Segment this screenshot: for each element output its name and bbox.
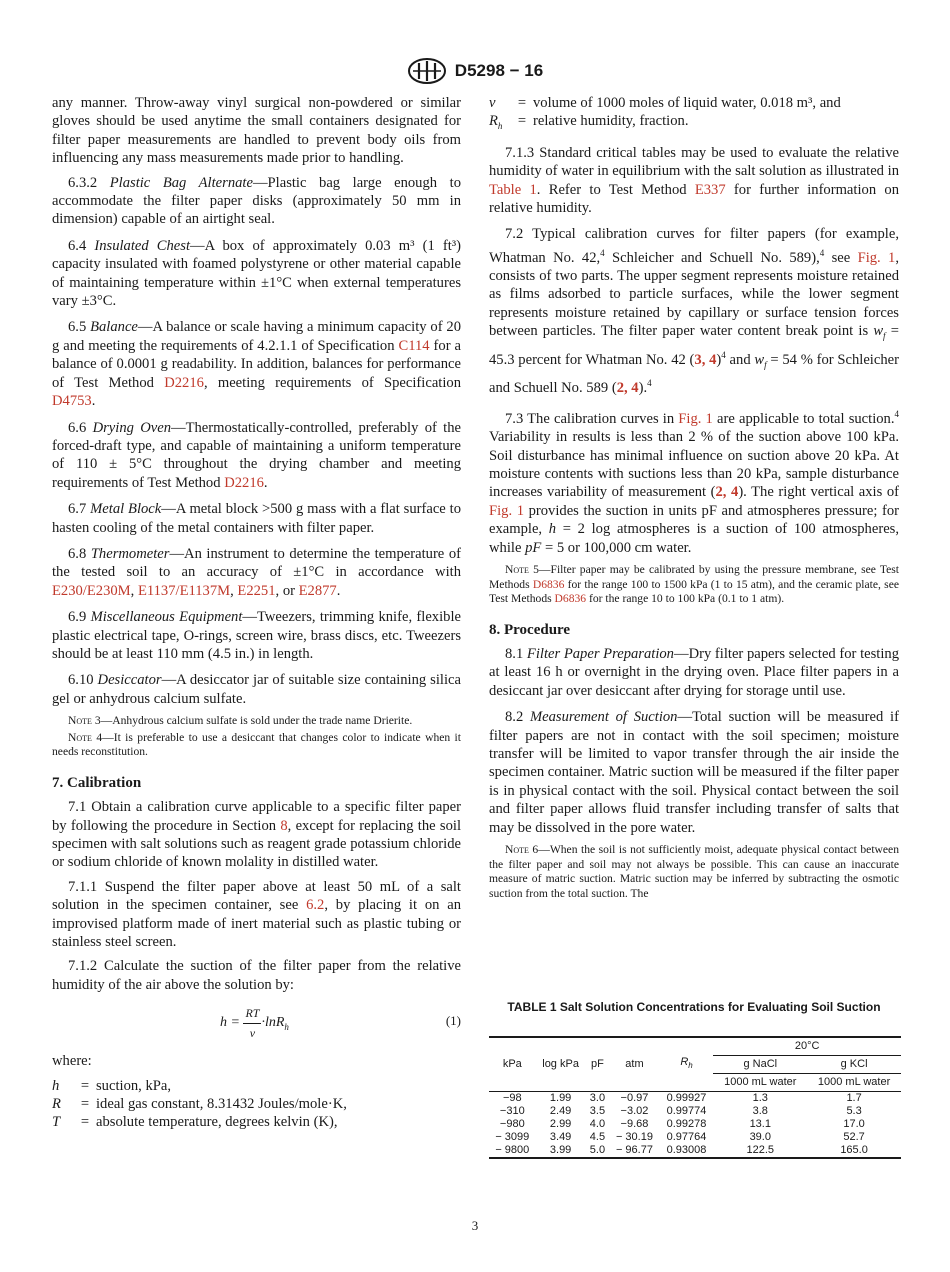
link-e2251[interactable]: E2251 — [237, 582, 276, 599]
col-kpa: kPa — [502, 1058, 522, 1070]
link-c114[interactable]: C114 — [398, 337, 430, 354]
col-nacl: g NaCl — [713, 1056, 807, 1074]
section-8-1: 8.1 Filter Paper Preparation—Dry filter papers selected for testing at least 16 h or overnight in the drying oven. Place filter papers in a desiccant jar over desiccant after drying for storage until use. — [489, 646, 899, 699]
link-d6836-b[interactable]: D6836 — [554, 592, 587, 606]
section-6-5: 6.5 Balance—A balance or scale having a minimum capacity of 20 g and meeting the requirements of 4.2.1.1 of Specification C114 for a balance of 0.0001 g readability. In addition, balances for performance of Test Method D2216, meeting requirements of Specification D4753. — [52, 319, 461, 410]
section-6-7: 6.7 Metal Block—A metal block >500 g mass with a flat surface to hasten cooling of the metal containers with filter paper. — [52, 501, 461, 536]
link-d4753[interactable]: D4753 — [52, 393, 92, 410]
table-row: −98 1.99 3.0 −0.97 0.99927 1.3 1.7 — [489, 1092, 901, 1106]
table-row: − 9800 3.99 5.0 − 96.77 0.93008 122.5 165.0 — [489, 1144, 901, 1158]
section-7-1: 7.1 Obtain a calibration curve applicable to a specific filter paper by following the procedure in Section 8, except for replacing the soil specimen with salt solutions such as reagent grade potassium chloride or sodium chloride of known molality in distilled water. — [52, 799, 462, 871]
section-6-8: 6.8 Thermometer—An instrument to determine the temperature of the tested soil to an accuracy of ±1°C in accordance with E230/E230M, E1137/E1137M, E2251, or E2877. — [52, 545, 461, 599]
ref-2-4[interactable]: 2, 4 — [616, 379, 639, 396]
section-6-9: 6.9 Miscellaneous Equipment—Tweezers, trimming knife, flexible plastic electrical tape, O-rings, screen wire, brass discs, etc. Tweezers should be at least 110 mm (4.5 in.) in length. — [52, 609, 461, 662]
def-rh: $R_h$ = relative humidity, fraction. — [489, 113, 689, 132]
ref-3-4[interactable]: 3, 4 — [694, 351, 717, 368]
link-table-1[interactable]: Table 1 — [489, 181, 537, 198]
table-row: − 3099 3.49 4.5 − 30.19 0.97764 39.0 52.7 — [495, 1131, 865, 1143]
section-7-1-3: 7.1.3 Standard critical tables may be used to evaluate the relative humidity of water in equilibrium with the salt solution as illustrated in Table 1. Refer to Test Method E337 for further information on relative humidity. — [489, 144, 899, 216]
col-kcl: g KCl — [807, 1056, 901, 1074]
section-7-1-2: 7.1.2 Calculate the suction of the filter paper from the relative humidity of the air above the solution by: — [52, 958, 461, 993]
section-6-10: 6.10 Desiccator—A desiccator jar of suitable size containing silica gel or anhydrous calcium sulfate. — [52, 672, 461, 707]
section-7-3: 7.3 The calibration curves in Fig. 1 are applicable to total suction.$^4$ Variability in results is less than 2 % of the suction above 100 kPa. Soil disturbance has minimal influence on suction above 20 kPa. At moisture contents with suctions less than 20 kPa, sample disturbance increases variability of measurement (2, 4). The right vertical axis of Fig. 1 provides the suction in units pF and atmospheres pressure; for example, h = 2 log atmospheres is a suction of 100 atmospheres, while pF = 5 or 100,000 cm water. — [489, 408, 900, 556]
link-e2877[interactable]: E2877 — [298, 582, 337, 599]
right-column — [489, 94, 899, 903]
col-temp: 20°C — [713, 1037, 901, 1056]
heading-procedure: 8. Procedure — [489, 621, 571, 638]
table-row: −980 2.99 4.0 −9.68 0.99278 13.1 17.0 — [499, 1118, 865, 1130]
page-number: 3 — [471, 1218, 479, 1233]
table-row: −310 2.49 3.5 −3.02 0.99774 3.8 5.3 — [499, 1105, 862, 1117]
link-e230[interactable]: E230/E230M — [52, 582, 131, 599]
astm-logo-icon — [407, 58, 447, 84]
link-e337[interactable]: E337 — [694, 181, 726, 198]
section-8-2: 8.2 Measurement of Suction—Total suction will be measured if filter papers are not in contact with the soil specimen; moisture transfer will be limited to vapor transfer through the air inside the specimen container. Matric suction will be measured if the filter paper is in physical contact with the soil. Physical contact between the soil and filter paper allows fluid transfer including transfer of salts that may be dissolved in the pore water. — [489, 709, 899, 836]
equation-1: h = $\frac{RT}{v}$ ·lnR$_h$ (1) — [220, 1006, 461, 1040]
ref-2-4-b[interactable]: 2, 4 — [715, 484, 739, 501]
col-rh: $R_h$ — [680, 1056, 693, 1071]
section-7-1-1: 7.1.1 Suspend the filter paper above at least 50 mL of a salt solution in the specimen container, see 6.2, by placing it on an improvised platform made of inert material such as plastic tubing or stainless steel screen. — [52, 878, 461, 950]
link-d2216-b[interactable]: D2216 — [224, 474, 264, 491]
link-e1137[interactable]: E1137/E1137M — [137, 582, 231, 599]
link-d2216[interactable]: D2216 — [164, 374, 204, 391]
def-v: v = volume of 1000 moles of liquid water, 0.018 m³, and — [489, 95, 841, 111]
section-6-3-2: 6.3.2 Plastic Bag Alternate—Plastic bag large enough to accommodate the filter paper disks (approximately 50 mm in dimension) capable of an airtight seal. — [52, 174, 461, 228]
document-number: D5298 − 16 — [454, 61, 544, 80]
salt-table — [489, 1036, 901, 1159]
link-section-6-2[interactable]: 6.2 — [306, 897, 325, 914]
note-6: Note 6—When the soil is not sufficiently moist, adequate physical contact between the filter paper and soil may not always be possible. This can cause an inaccurate measure of matric suction. Matric suction may be inferred by subtracting the osmotic suction from the total suction. The — [489, 843, 899, 900]
note-3: Note 3—Anhydrous calcium sulfate is sold under the trade name Drierite. — [68, 714, 413, 728]
def-t: T = absolute temperature, degrees kelvin (K), — [52, 1114, 338, 1131]
table-title: TABLE 1 Salt Solution Concentrations for Evaluating Soil Suction — [507, 1000, 881, 1014]
col-kcl-unit: 1000 mL water — [807, 1074, 901, 1092]
link-fig-1-b[interactable]: Fig. 1 — [678, 410, 713, 427]
col-logkpa: log kPa — [542, 1058, 579, 1070]
link-fig-1[interactable]: Fig. 1 — [857, 249, 896, 266]
heading-calibration: 7. Calibration — [52, 774, 142, 791]
section-6-4: 6.4 Insulated Chest—A box of approximately 0.03 m³ (1 ft³) capacity insulated with foamed polystyrene or other material capable of maintaining temperature within ±1°C when external temperatures vary ±3°C. — [52, 237, 461, 310]
where-label: where: — [52, 1053, 92, 1070]
equation-number: (1) — [445, 1013, 461, 1029]
page-header — [0, 58, 950, 84]
left-column — [52, 94, 461, 1132]
note-4: Note 4—It is preferable to use a desiccant that changes color to indicate when it needs reconstitution. — [52, 730, 461, 759]
section-7-2: 7.2 Typical calibration curves for filter papers (for example, Whatman No. 42,$^4$ Schleicher and Schuell No. 589),$^4$ see Fig. 1, consists of two parts. The upper segment represents moisture retained as films adsorbed to particle surfaces, while the lower segment represents moisture retained by capillary or surface tension forces between particles. The filter paper water content break point is $w_f = 45.3$ percent for Whatman No. 42 (3, 4)$^4$ and $w_f = 54$ % for Schleicher and Schuell No. 589 (2, 4).$^4$ — [489, 226, 899, 396]
col-pf: pF — [591, 1058, 604, 1070]
note-5: Note 5—Filter paper may be calibrated by using the pressure membrane, see Test Methods D6836 for the range 100 to 1500 kPa (1 to 15 atm), and the ceramic plate, see Test Methods D6836 for the range 10 to 100 kPa (0.1 to 1 atm). — [489, 563, 899, 606]
link-d6836[interactable]: D6836 — [532, 577, 565, 591]
col-nacl-unit: 1000 mL water — [713, 1074, 807, 1092]
paragraph-continued: any manner. Throw-away vinyl surgical non-powdered or similar gloves should be used anytime the small containers designated for filter paper measurements are handled to prevent body oils from influencing any mass measurements made prior to handling. — [52, 95, 461, 167]
section-6-6: 6.6 Drying Oven—Thermostatically-controlled, preferably of the forced-draft type, and capable of maintaining a uniform temperature of 110 ± 5°C throughout the drying chamber and meeting requirements of Test Method D2216. — [52, 419, 461, 491]
link-fig-1-c[interactable]: Fig. 1 — [489, 502, 525, 519]
link-section-8[interactable]: 8 — [280, 817, 288, 834]
def-r: R = ideal gas constant, 8.31432 Joules/mole·K, — [52, 1095, 347, 1112]
def-h: h = suction, kPa, — [52, 1077, 171, 1094]
col-atm: atm — [625, 1058, 644, 1070]
